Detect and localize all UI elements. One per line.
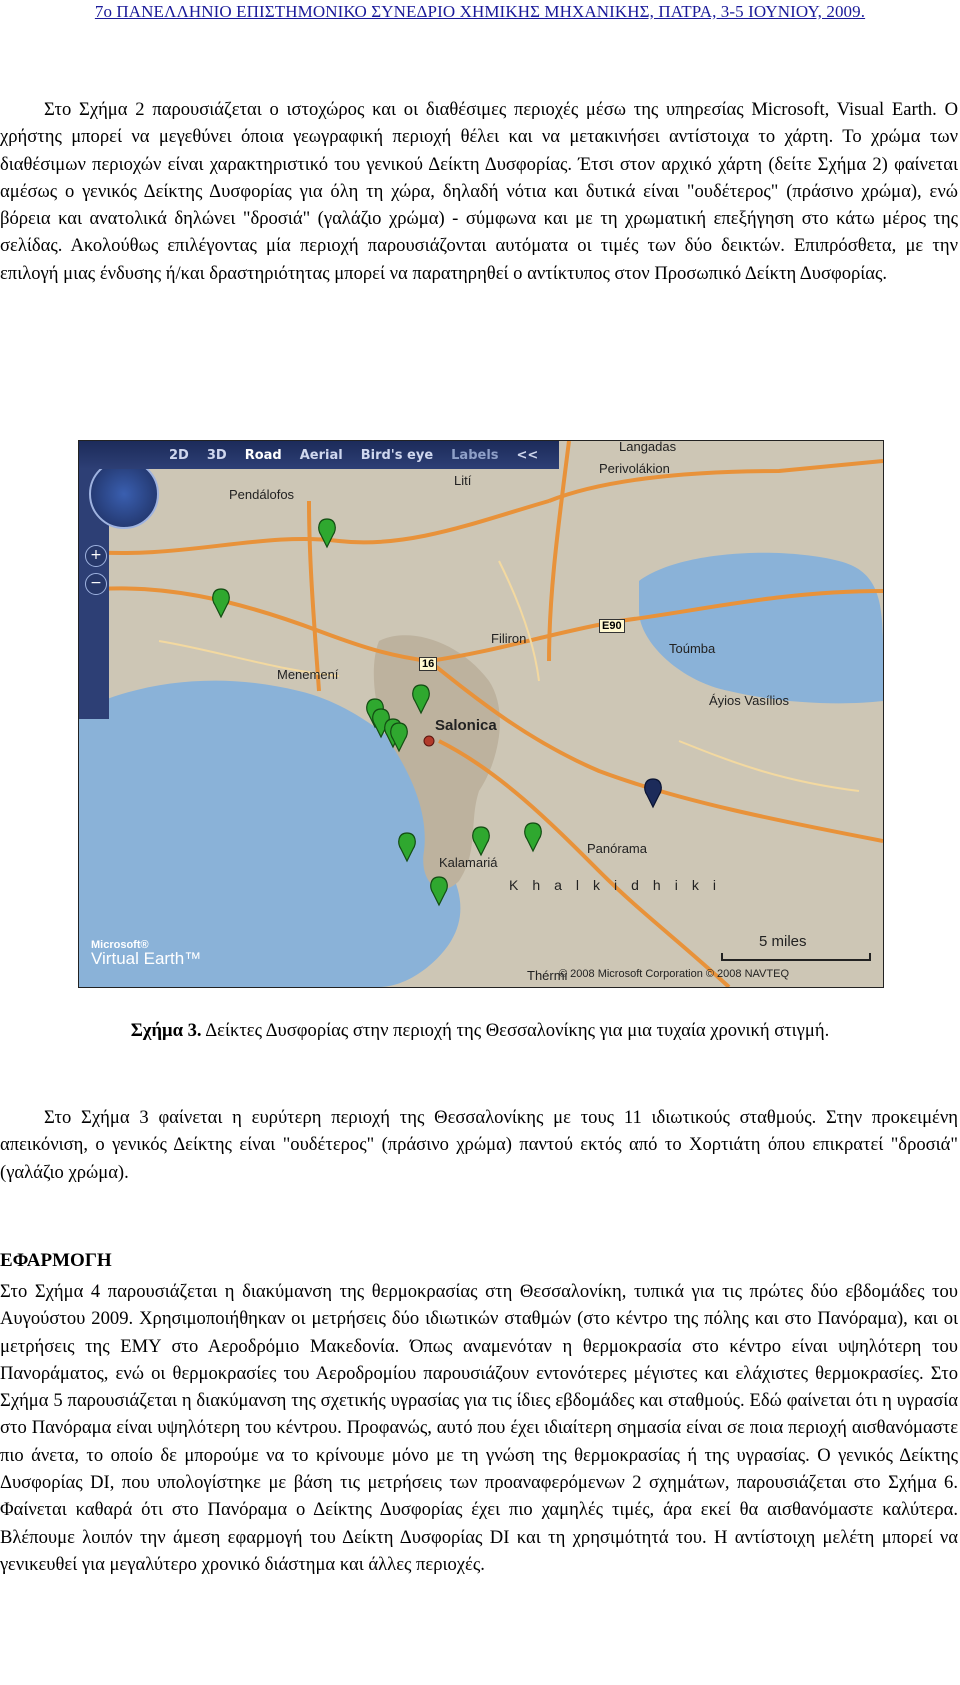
stations-paragraph: Στο Σχήμα 3 φαίνεται η ευρύτερη περιοχή της Θεσσαλονίκης με τους 11 ιδιωτικούς σταθμούς. Στην προκειμένη απεικόνιση, ο γενικός Δείκτης είναι "ουδέτερος" (πράσινο χρώμα) παντού εκτός από το Χορτιάτη όπου επικρατεί "δροσιά" (γαλάζιο χρώμα). [0, 1107, 958, 1183]
view-aerial-button[interactable]: Aerial [299, 447, 343, 463]
view-birdseye-button[interactable]: Bird's eye [360, 447, 434, 463]
place-label: Menemení [277, 667, 339, 682]
labels-toggle[interactable]: Labels [451, 447, 499, 463]
map-pan-control[interactable] [89, 459, 159, 529]
place-label: Perivolákion [599, 461, 670, 476]
road-shield: E90 [599, 619, 625, 633]
place-label: Langadas [619, 440, 677, 454]
map-figure[interactable] [78, 440, 884, 988]
caption-text: Δείκτες Δυσφορίας στην περιοχή της Θεσσαλονίκης για μια τυχαία χρονική στιγμή. [201, 1020, 830, 1041]
collapse-toolbar-button[interactable]: << [516, 447, 539, 463]
conference-header: 7ο ΠΑΝΕΛΛΗΝΙΟ ΕΠΙΣΤΗΜΟΝΙΚΟ ΣΥΝΕΔΡΙΟ ΧΗΜΙΚΗΣ ΜΗΧΑΝΙΚΗΣ, ΠΑΤΡΑ, 3-5 ΙΟΥΝΙΟΥ, 2009. [94, 2, 866, 21]
place-label: Khalkidhiki [509, 877, 730, 893]
place-label: Kalamariá [439, 855, 498, 870]
place-label: Filiron [491, 631, 527, 646]
intro-paragraph: Στο Σχήμα 2 παρουσιάζεται ο ιστοχώρος και οι διαθέσιμες περιοχές μέσω της υπηρεσίας Microsoft, Visual Earth. Ο χρήστης μπορεί να μεγεθύνει όποια γεωγραφική περιοχή θέλει και να μετακινήσει αντίστοιχα το χάρτη. Το χρώμα των διαθέσιμων περιοχών είναι χαρακτηριστικό του γενικού Δείκτη Δυσφορίας. Έτσι στον αρχικό χάρτη (δείτε Σχήμα 2) φαίνεται αμέσως ο γενικός Δείκτης Δυσφορίας για όλη τη χώρα, δηλαδή νότια και δυτικά είναι "ουδέτερος" (πράσινο χρώμα), ενώ βόρεια και ανατολικά δηλώνει "δροσιά" (γαλάζιο χρώμα) - σύμφωνα και με τη χρωματική επεξήγηση στο κάτω μέρος της σελίδας. Ακολούθως επιλέγοντας μία περιοχή παρουσιάζονται αυτόματα οι τιμές των δύο δεικτών. Επιπρόσθετα, με την επιλογή μιας ένδυσης ή/και δραστηριότητας μπορεί να παρατηρηθεί ο αντίκτυπος στον Προσωπικό Δείκτη Δυσφορίας. [0, 99, 958, 284]
map-copyright: © 2008 Microsoft Corporation © 2008 NAVTEQ [559, 968, 789, 980]
logo-virtual-earth: Virtual Earth™ [91, 949, 202, 968]
map-canvas [79, 441, 883, 987]
zoom-in-button[interactable]: + [85, 545, 107, 567]
map-toolbar [79, 441, 559, 469]
application-paragraph: Στο Σχήμα 4 παρουσιάζεται η διακύμανση της θερμοκρασίας στη Θεσσαλονίκη, τυπικά για τις πρώτες δύο εβδομάδες του Αυγούστου 2009. Χρησιμοποιήθηκαν οι μετρήσεις δύο ιδιωτικών σταθμών (στο κέντρο της πόλης και στο Πανόραμα), και οι μετρήσεις της ΕΜΥ στο Αεροδρόμιο Μακεδονία. Όπως αναμενόταν η θερμοκρασία στο κέντρο είναι υψηλότερη του Πανοράματος, ενώ οι θερμοκρασίες του Αεροδρομίου παρουσιάζουν εντονότερες μέγιστες και ελάχιστες θερμοκρασίες. Στο Σχήμα 5 παρουσιάζεται η διακύμανση της σχετικής υγρασίας για τις ίδιες εβδομάδες και σταθμούς. Εδώ φαίνεται ότι η υγρασία στο Πανόραμα είναι υψηλότερη του κέντρου. Προφανώς, αυτό που έχει ιδιαίτερη σημασία είναι σε ποια περιοχή αισθανόμαστε πιο άνετα, το οποίο δε μπορούμε να το κρίνουμε μόνο με τη γνώση της θερμοκρασίας ή της υγρασίας. Ο γενικός Δείκτης Δυσφορίας DI, που υπολογίστηκε με βάση τις μετρήσεις των προαναφερόμενων 2 σχημάτων, παρουσιάζεται στο Σχήμα 6. Φαίνεται καθαρά ότι στο Πανόραμα ο Δείκτης Δυσφορίας έχει πιο χαμηλές τιμές, άρα εκεί θα αισθανόμαστε καλύτερα. Βλέπουμε λοιπόν την άμεση εφαρμογή του Δείκτη Δυσφορίας DI και τη χρησιμότητά του. Η αντίστοιχη μελέτη μπορεί να γενικευθεί για μεγαλύτερο χρονικό διάστημα και άλλες περιοχές. [0, 1281, 958, 1575]
scale-bar [721, 953, 871, 961]
place-label: Salonica [435, 717, 497, 734]
place-label: Panórama [587, 841, 647, 856]
scale-label: 5 miles [759, 933, 807, 950]
logo-microsoft: Microsoft® [91, 939, 149, 951]
place-label: Toúmba [669, 641, 716, 656]
place-label: Thérmi [527, 968, 568, 983]
place-label: Pendálofos [229, 487, 295, 502]
section-heading: ΕΦΑΡΜΟΓΗ [0, 1250, 112, 1271]
city-centre-dot [424, 736, 434, 746]
view-2d-button[interactable]: 2D [169, 447, 189, 463]
caption-label: Σχήμα 3. [130, 1020, 202, 1041]
place-label: Áyios Vasílios [709, 693, 789, 708]
figure-caption [0, 1020, 960, 1042]
virtual-earth-logo [91, 939, 201, 969]
place-label: Lití [454, 473, 472, 488]
road-shield: 16 [419, 657, 437, 671]
view-3d-button[interactable]: 3D [206, 447, 227, 463]
zoom-out-button[interactable]: − [85, 573, 107, 595]
view-road-button[interactable]: Road [244, 447, 282, 463]
